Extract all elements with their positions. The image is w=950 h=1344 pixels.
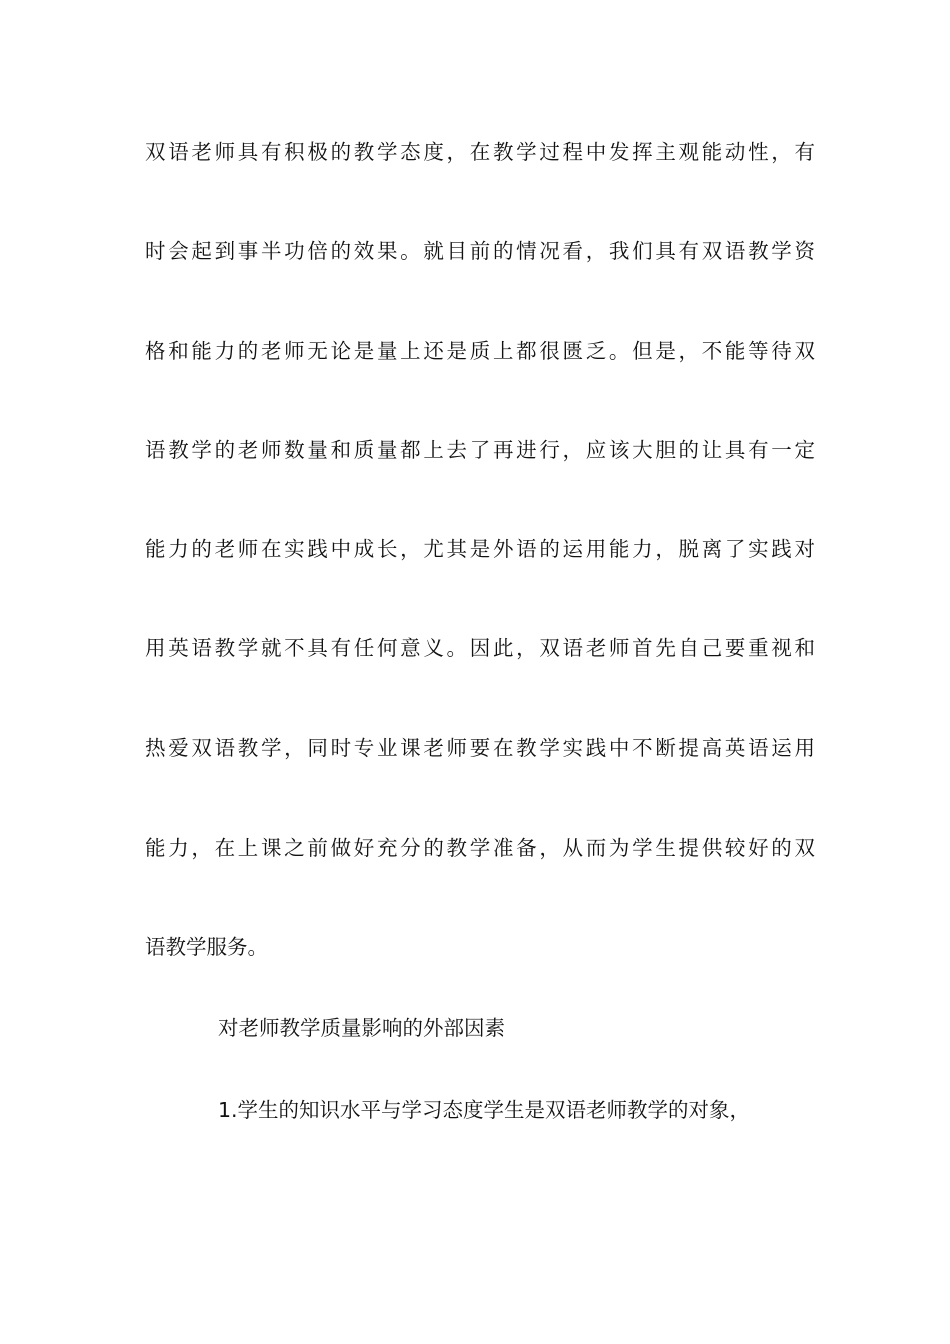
body-text-line: 热爱双语教学，同时专业课老师要在教学实践中不断提高英语运用: [145, 736, 815, 760]
body-text-line: 格和能力的老师无论是量上还是质上都很匮乏。但是，不能等待双: [145, 339, 815, 363]
body-text-line: 时会起到事半功倍的效果。就目前的情况看，我们具有双语教学资: [145, 239, 815, 263]
body-text-line: 能力，在上课之前做好充分的教学准备，从而为学生提供较好的双: [145, 836, 815, 860]
body-text-line: 用英语教学就不具有任何意义。因此，双语老师首先自己要重视和: [145, 636, 815, 660]
paragraph-first-line: 1.学生的知识水平与学习态度学生是双语老师教学的对象，: [218, 1098, 751, 1122]
section-heading: 对老师教学质量影响的外部因素: [218, 1016, 505, 1040]
body-text-line: 语教学服务。: [145, 935, 268, 959]
body-text-line: 双语老师具有积极的教学态度，在教学过程中发挥主观能动性，有: [145, 140, 815, 164]
body-text-line: 语教学的老师数量和质量都上去了再进行，应该大胆的让具有一定: [145, 438, 815, 462]
body-text-line: 能力的老师在实践中成长，尤其是外语的运用能力，脱离了实践对: [145, 537, 815, 561]
